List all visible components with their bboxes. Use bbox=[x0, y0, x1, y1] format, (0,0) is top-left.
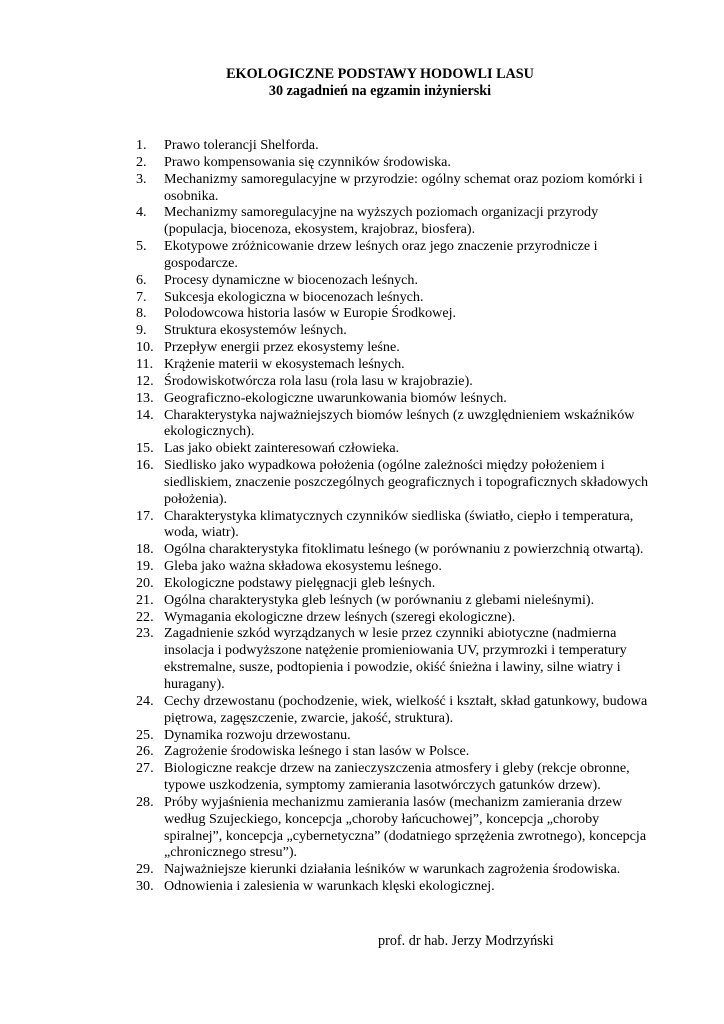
topic-item bbox=[136, 339, 672, 356]
topic-text: Odnowienia i zalesienia w warunkach klęski ekologicznej. bbox=[164, 878, 495, 895]
topic-item bbox=[136, 508, 672, 542]
topic-number: 17. bbox=[136, 507, 154, 524]
topic-item bbox=[136, 272, 672, 289]
topic-number: 25. bbox=[136, 726, 154, 743]
topic-item bbox=[136, 154, 672, 171]
topic-text: Prawo kompensowania się czynników środowiska. bbox=[164, 153, 451, 170]
topic-number: 8. bbox=[136, 305, 147, 322]
topic-item bbox=[136, 171, 672, 205]
topic-text: Charakterystyka klimatycznych czynników siedliska (światło, ciepło i temperatura, woda, wiatr). bbox=[164, 507, 634, 541]
topic-number: 27. bbox=[136, 760, 154, 777]
topic-number: 18. bbox=[136, 541, 154, 558]
topic-item bbox=[136, 390, 672, 407]
document-subtitle: 30 zagadnień na egzamin inżynierski bbox=[268, 83, 492, 99]
topic-text: Dynamika rozwoju drzewostanu. bbox=[164, 726, 351, 743]
topic-item bbox=[136, 373, 672, 390]
topic-number: 22. bbox=[136, 608, 154, 625]
topic-text: Prawo tolerancji Shelforda. bbox=[164, 137, 319, 153]
topic-number: 21. bbox=[136, 591, 154, 608]
topic-item bbox=[136, 558, 672, 575]
topic-number: 13. bbox=[136, 389, 154, 406]
topic-text: Geograficzno-ekologiczne uwarunkowania biomów leśnych. bbox=[164, 389, 507, 406]
topic-text: Próby wyjaśnienia mechanizmu zamierania lasów (mechanizm zamierania drzew według Szujeckiego, koncepcja „choroby łańcuchowej”, koncepcja „choroby spiralnej”, koncepcja „cybernetyczna” (dodatniego sprzężenia zwrotnego), koncepcja „chronicznego stresu”). bbox=[164, 793, 647, 861]
topic-item bbox=[136, 541, 672, 558]
topic-text: Mechanizmy samoregulacyjne na wyższych poziomach organizacji przyrody (populacja, biocenoza, ekosystem, krajobraz, biosfera). bbox=[164, 204, 599, 238]
topic-text: Ekologiczne podstawy pielęgnacji gleb leśnych. bbox=[164, 574, 436, 591]
topic-text: Krążenie materii w ekosystemach leśnych. bbox=[164, 355, 405, 372]
topic-text: Polodowcowa historia lasów w Europie Środkowej. bbox=[164, 305, 457, 322]
topic-number: 24. bbox=[136, 692, 154, 709]
topic-number: 7. bbox=[136, 288, 147, 305]
topic-number: 26. bbox=[136, 743, 154, 760]
topic-text: Ekotypowe zróżnicowanie drzew leśnych oraz jego znaczenie przyrodnicze i gospodarcze. bbox=[164, 238, 598, 271]
topic-text: Procesy dynamiczne w biocenozach leśnych. bbox=[164, 271, 418, 288]
topic-text: Struktura ekosystemów leśnych. bbox=[164, 322, 347, 339]
topic-number: 23. bbox=[136, 625, 154, 642]
topic-item bbox=[136, 204, 672, 238]
topic-item bbox=[136, 137, 672, 154]
topic-text: Ogólna charakterystyka fitoklimatu leśnego (w porównaniu z powierzchnią otwartą). bbox=[164, 541, 644, 558]
topic-number: 30. bbox=[136, 878, 154, 895]
topic-number: 10. bbox=[136, 339, 154, 356]
topic-number: 19. bbox=[136, 558, 154, 575]
topic-number: 15. bbox=[136, 440, 154, 457]
topic-item bbox=[136, 743, 672, 760]
topic-text: Cechy drzewostanu (pochodzenie, wiek, wielkość i kształt, skład gatunkowy, budowa piętrowa, zagęszczenie, zwarcie, jakość, struktura). bbox=[164, 692, 648, 726]
document-title: EKOLOGICZNE PODSTAWY HODOWLI LASU bbox=[226, 66, 534, 82]
topic-number: 1. bbox=[136, 137, 147, 153]
topic-item bbox=[136, 322, 672, 339]
topic-text: Mechanizmy samoregulacyjne w przyrodzie: ogólny schemat oraz poziom komórki i osobnika. bbox=[164, 170, 643, 204]
topic-item bbox=[136, 878, 672, 895]
topic-text: Przepływ energii przez ekosystemy leśne. bbox=[164, 339, 400, 356]
topic-number: 2. bbox=[136, 153, 147, 170]
topic-text: Las jako obiekt zainteresowań człowieka. bbox=[164, 440, 400, 457]
topic-text: Gleba jako ważna składowa ekosystemu leśnego. bbox=[164, 558, 442, 575]
topic-number: 14. bbox=[136, 406, 154, 423]
topic-number: 5. bbox=[136, 238, 147, 255]
topic-item bbox=[136, 760, 672, 794]
topic-item bbox=[136, 440, 672, 457]
topic-item bbox=[136, 238, 672, 272]
topic-item bbox=[136, 794, 672, 861]
topic-item bbox=[136, 625, 672, 692]
topic-item bbox=[136, 407, 672, 441]
topic-number: 9. bbox=[136, 322, 147, 339]
topic-text: Zagadnienie szkód wyrządzanych w lesie przez czynniki abiotyczne (nadmierna insolacja i podwyższone natężenie promieniowania UV, przymrozki i temperatury ekstremalne, susze, podtopienia i powodzie, okiść śnieżna i lawiny, silne wiatry i huragany). bbox=[164, 625, 627, 692]
topic-text: Biologiczne reakcje drzew na zanieczyszczenia atmosfery i gleby (rekcje obronne, typowe uszkodzenia, symptomy zamierania lasotwórczych gatunków drzew). bbox=[164, 760, 630, 794]
topic-number: 28. bbox=[136, 793, 154, 810]
topic-text: Środowiskotwórcza rola lasu (rola lasu w krajobrazie). bbox=[164, 372, 473, 389]
topic-text: Najważniejsze kierunki działania leśników w warunkach zagrożenia środowiska. bbox=[164, 861, 621, 878]
topic-item bbox=[136, 457, 672, 508]
title-block bbox=[0, 66, 724, 100]
topic-item bbox=[136, 727, 672, 744]
topic-number: 11. bbox=[136, 355, 154, 372]
topic-item bbox=[136, 861, 672, 878]
topic-item bbox=[136, 592, 672, 609]
topic-text: Siedlisko jako wypadkowa położenia (ogólne zależności między położeniem i siedliskiem, znaczenie poszczególnych geograficznych i topograficznych składowych położenia). bbox=[164, 457, 649, 507]
topic-text: Charakterystyka najważniejszych biomów leśnych (z uwzględnieniem wskaźników ekologicznych). bbox=[164, 406, 635, 440]
topic-item bbox=[136, 609, 672, 626]
topic-item bbox=[136, 693, 672, 727]
topic-text: Ogólna charakterystyka gleb leśnych (w porównaniu z glebami nieleśnymi). bbox=[164, 591, 595, 608]
topic-number: 16. bbox=[136, 457, 154, 474]
topic-number: 29. bbox=[136, 861, 154, 878]
topic-text: Zagrożenie środowiska leśnego i stan lasów w Polsce. bbox=[164, 743, 470, 760]
signature: prof. dr hab. Jerzy Modrzyński bbox=[378, 933, 554, 949]
topic-item bbox=[136, 356, 672, 373]
topics-list bbox=[136, 137, 672, 895]
topic-item bbox=[136, 289, 672, 306]
topic-text: Sukcesja ekologiczna w biocenozach leśnych. bbox=[164, 288, 424, 305]
topic-item bbox=[136, 305, 672, 322]
topic-item bbox=[136, 575, 672, 592]
topic-number: 20. bbox=[136, 574, 154, 591]
topic-number: 3. bbox=[136, 170, 147, 187]
topic-number: 12. bbox=[136, 372, 154, 389]
topic-number: 6. bbox=[136, 271, 147, 288]
topic-text: Wymagania ekologiczne drzew leśnych (szeregi ekologiczne). bbox=[164, 608, 516, 625]
topic-number: 4. bbox=[136, 204, 147, 221]
